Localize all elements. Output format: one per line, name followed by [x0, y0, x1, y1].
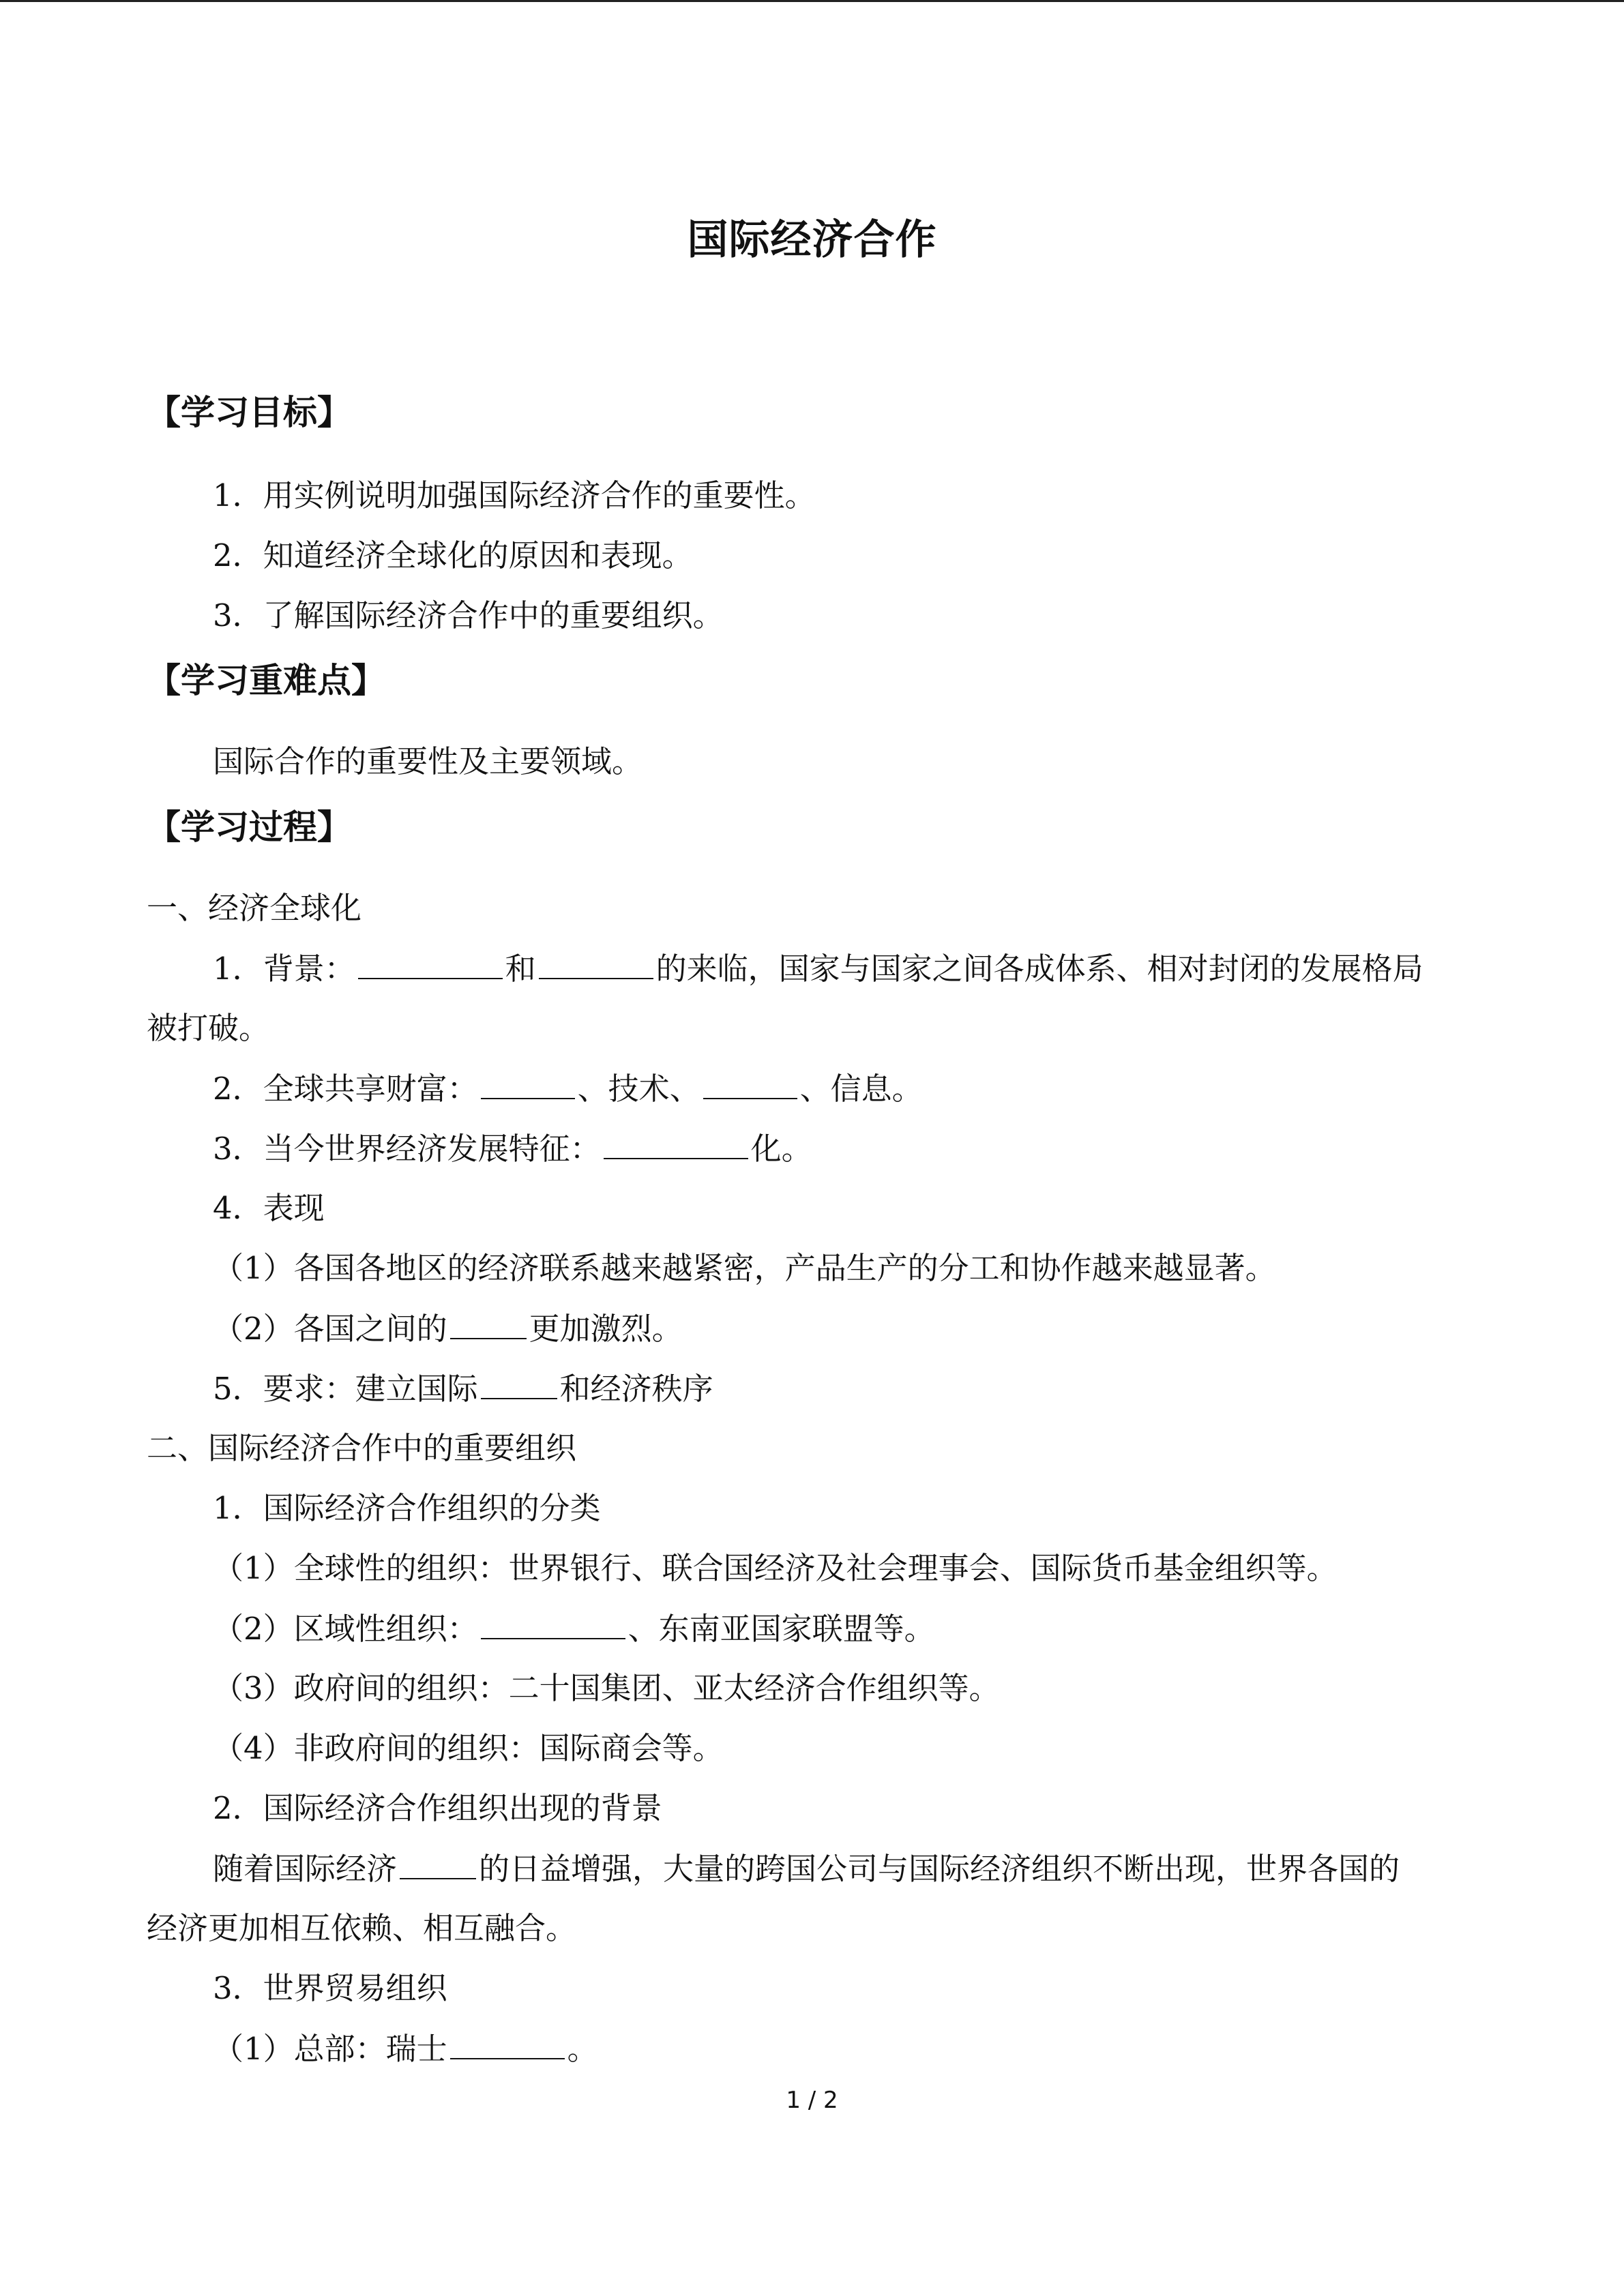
- feature-label: 3．当今世界经济发展特征：: [213, 1131, 601, 1167]
- fill-blank[interactable]: [358, 948, 503, 979]
- key-points-heading: 【学习重难点】: [147, 661, 385, 700]
- part2-class-3: （3）政府间的组织：二十国集团、亚太经济合作组织等。: [213, 1670, 1000, 1706]
- fill-blank[interactable]: [481, 1608, 625, 1639]
- fill-blank[interactable]: [604, 1128, 748, 1159]
- manifest-2-end: 更加激烈。: [529, 1311, 683, 1347]
- part1-require-line: [213, 1368, 713, 1410]
- key-points-text: 国际合作的重要性及主要领域。: [213, 743, 643, 779]
- fill-blank[interactable]: [481, 1368, 557, 1399]
- fill-blank[interactable]: [400, 1848, 476, 1879]
- part1-manifest-1: （1）各国各地区的经济联系越来越紧密，产品生产的分工和协作越来越显著。: [213, 1250, 1276, 1286]
- part2-bg-cont: 经济更加相互依赖、相互融合。: [147, 1910, 577, 1946]
- top-border-line: [0, 0, 1624, 2]
- shared-label: 2．全球共享财富：: [213, 1071, 478, 1107]
- bg-label: 随着国际经济: [213, 1851, 398, 1887]
- fill-blank[interactable]: [703, 1068, 797, 1099]
- feature-end: 化。: [750, 1131, 812, 1167]
- require-end: 和经济秩序: [559, 1371, 713, 1407]
- part1-background-line: [213, 948, 1423, 989]
- part2-class-4: （4）非政府间的组织：国际商会等。: [213, 1730, 724, 1766]
- part2-class-2: [213, 1608, 935, 1650]
- part1-title: 一、经济全球化: [147, 890, 362, 926]
- part1-shared-line: [213, 1068, 923, 1109]
- part2-wto-1: [213, 2028, 598, 2070]
- fill-blank[interactable]: [450, 1308, 527, 1339]
- part1-background-cont: 被打破。: [147, 1010, 270, 1046]
- wto-1-end: 。: [567, 2031, 598, 2067]
- part2-title: 二、国际经济合作中的重要组织: [147, 1430, 577, 1466]
- process-heading: 【学习过程】: [147, 807, 351, 847]
- class-2-end: 、东南亚国家联盟等。: [628, 1611, 935, 1647]
- class-2-label: （2）区域性组织：: [213, 1611, 478, 1647]
- background-and: 和: [505, 951, 536, 987]
- part2-bg-line: [213, 1848, 1400, 1890]
- objective-item-3: 3．了解国际经济合作中的重要组织。: [213, 597, 724, 633]
- fill-blank[interactable]: [481, 1068, 575, 1099]
- shared-mid: 、技术、: [577, 1071, 700, 1107]
- part1-manifest-2: [213, 1308, 683, 1350]
- bg-text: 的日益增强，大量的跨国公司与国际经济组织不断出现，世界各国的: [479, 1851, 1400, 1887]
- objective-item-2: 2．知道经济全球化的原因和表现。: [213, 537, 693, 573]
- part2-bg-title: 2．国际经济合作组织出现的背景: [213, 1790, 662, 1826]
- part2-wto-title: 3．世界贸易组织: [213, 1970, 447, 2006]
- require-label: 5．要求：建立国际: [213, 1371, 478, 1407]
- background-text: 的来临，国家与国家之间各成体系、相对封闭的发展格局: [655, 951, 1423, 987]
- shared-end: 、信息。: [799, 1071, 923, 1107]
- objectives-heading: 【学习目标】: [147, 393, 351, 432]
- page-title: 国际经济合作: [687, 216, 937, 264]
- part1-manifest-title: 4．表现: [213, 1190, 325, 1226]
- part2-class-title: 1．国际经济合作组织的分类: [213, 1490, 601, 1526]
- objective-item-1: 1．用实例说明加强国际经济合作的重要性。: [213, 477, 816, 513]
- manifest-2-label: （2）各国之间的: [213, 1311, 447, 1347]
- part1-feature-line: [213, 1128, 812, 1169]
- wto-1-label: （1）总部：瑞士: [213, 2031, 447, 2067]
- background-label: 1．背景：: [213, 951, 355, 987]
- fill-blank[interactable]: [539, 948, 653, 979]
- fill-blank[interactable]: [450, 2028, 565, 2059]
- page-number: 1 / 2: [786, 2087, 838, 2114]
- part2-class-1: （1）全球性的组织：世界银行、联合国经济及社会理事会、国际货币基金组织等。: [213, 1550, 1338, 1586]
